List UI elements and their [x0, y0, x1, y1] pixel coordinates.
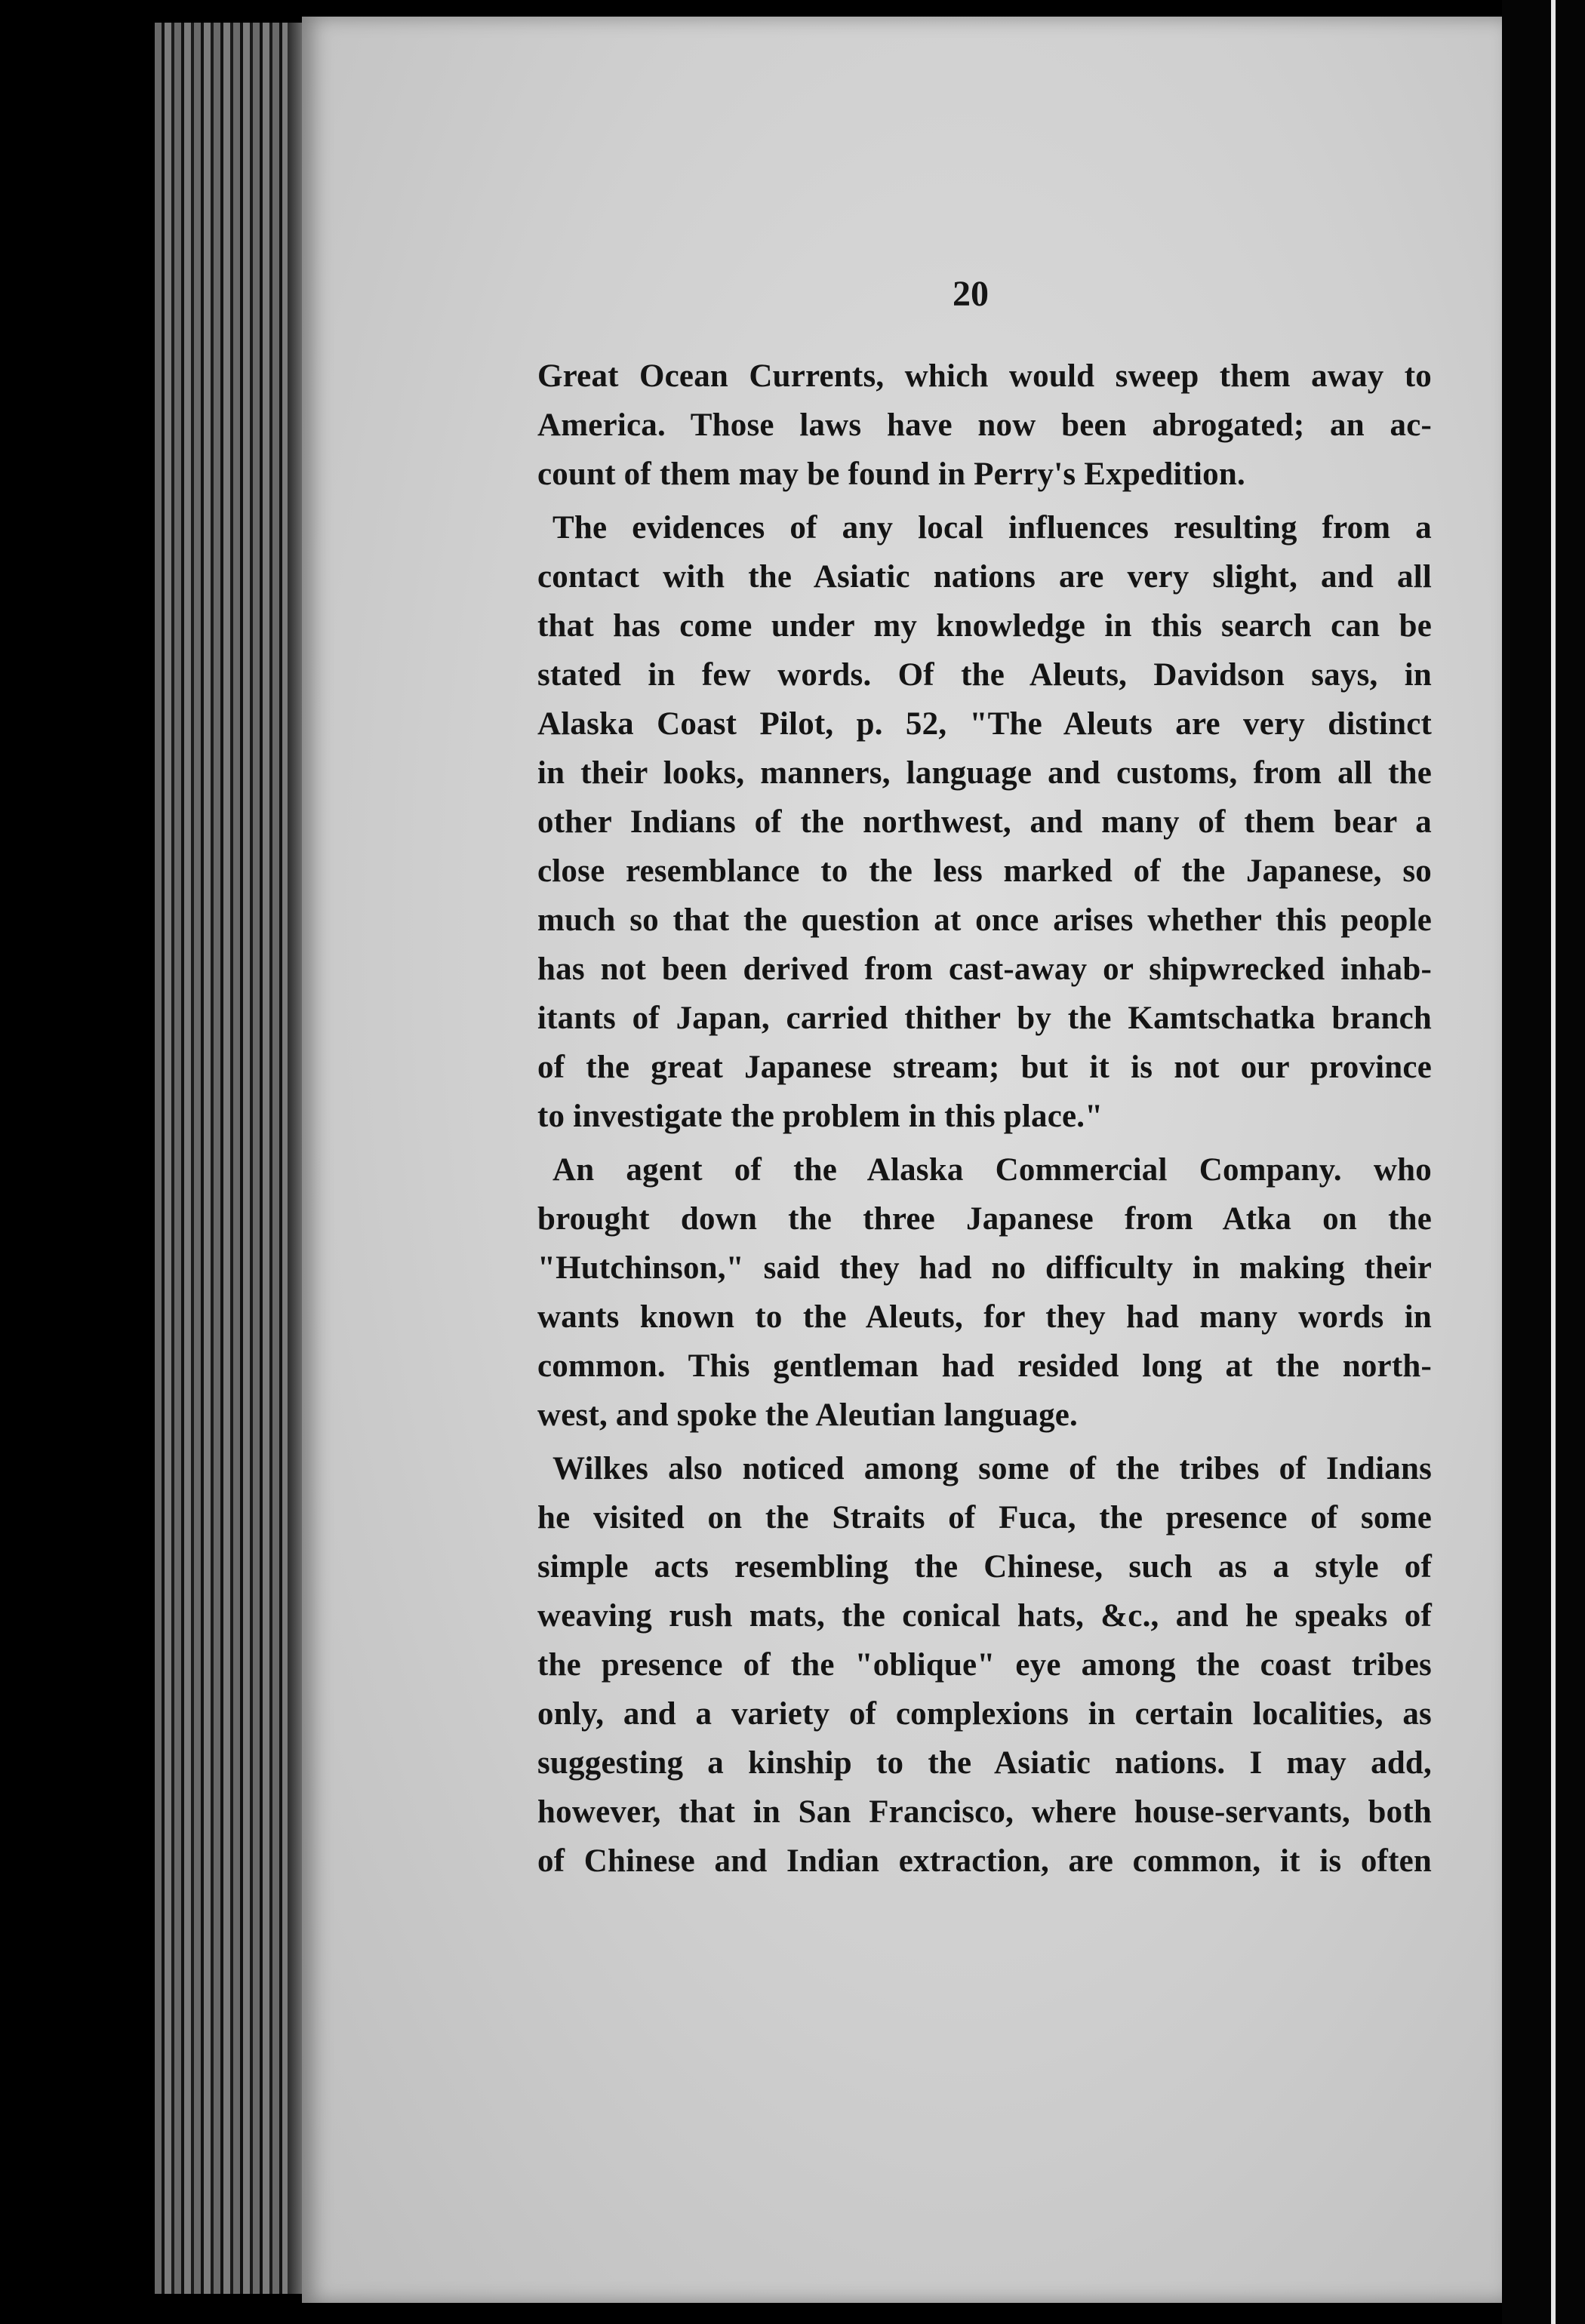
- text-line: brought down the three Japanese from Atka on the: [537, 1201, 1432, 1237]
- page-edge-stack: [155, 23, 313, 2294]
- page-number: 20: [953, 274, 989, 314]
- text-line: of the great Japanese stream; but it is not our province: [537, 1050, 1432, 1085]
- text-line: close resemblance to the less marked of the Japanese, so: [537, 853, 1432, 889]
- body-text: [537, 352, 1432, 1886]
- text-line: An agent of the Alaska Commercial Company. who: [552, 1152, 1432, 1188]
- text-line: count of them may be found in Perry's Expedition.: [537, 456, 1245, 492]
- paragraph: [537, 352, 1432, 499]
- text-line: simple acts resembling the Chinese, such as a style of: [537, 1549, 1432, 1585]
- paragraph: [537, 503, 1432, 1141]
- text-line: suggesting a kinship to the Asiatic nations. I may add,: [537, 1745, 1432, 1781]
- text-line: Great Ocean Currents, which would sweep them away to: [537, 358, 1432, 394]
- text-line: that has come under my knowledge in this search can be: [537, 608, 1432, 644]
- paragraph: [537, 1444, 1432, 1886]
- text-line: west, and spoke the Aleutian language.: [537, 1397, 1079, 1433]
- paragraph: [537, 1145, 1432, 1440]
- text-line: in their looks, manners, language and customs, from all the: [537, 755, 1432, 791]
- text-line: The evidences of any local influences resulting from a: [552, 510, 1432, 546]
- text-line: other Indians of the northwest, and many of them bear a: [537, 804, 1432, 840]
- text-line: much so that the question at once arises whether this people: [537, 902, 1432, 938]
- text-line: "Hutchinson," said they had no difficulty in making their: [537, 1250, 1432, 1286]
- right-gutter: [1502, 0, 1585, 2324]
- text-line: of Chinese and Indian extraction, are common, it is often: [537, 1843, 1432, 1879]
- text-line: however, that in San Francisco, where house-servants, both: [537, 1794, 1432, 1830]
- text-line: only, and a variety of complexions in certain localities, as: [537, 1696, 1432, 1732]
- text-line: has not been derived from cast-away or shipwrecked inhab-: [537, 951, 1432, 987]
- text-line: contact with the Asiatic nations are very slight, and all: [537, 559, 1432, 595]
- text-line: the presence of the "oblique" eye among the coast tribes: [537, 1647, 1432, 1683]
- text-line: stated in few words. Of the Aleuts, Davidson says, in: [537, 657, 1432, 693]
- text-line: he visited on the Straits of Fuca, the presence of some: [537, 1500, 1432, 1536]
- text-line: to investigate the problem in this place.": [537, 1099, 1103, 1134]
- right-edge-line: [1551, 0, 1556, 2324]
- text-line: itants of Japan, carried thither by the Kamtschatka branch: [537, 1001, 1432, 1036]
- text-line: America. Those laws have now been abrogated; an ac-: [537, 407, 1432, 443]
- text-line: Wilkes also noticed among some of the tribes of Indians: [552, 1451, 1432, 1486]
- text-line: weaving rush mats, the conical hats, &c., and he speaks of: [537, 1598, 1432, 1634]
- text-line: common. This gentleman had resided long at the north-: [537, 1348, 1432, 1384]
- text-line: wants known to the Aleuts, for they had many words in: [537, 1299, 1432, 1335]
- text-line: Alaska Coast Pilot, p. 52, "The Aleuts are very distinct: [537, 706, 1432, 742]
